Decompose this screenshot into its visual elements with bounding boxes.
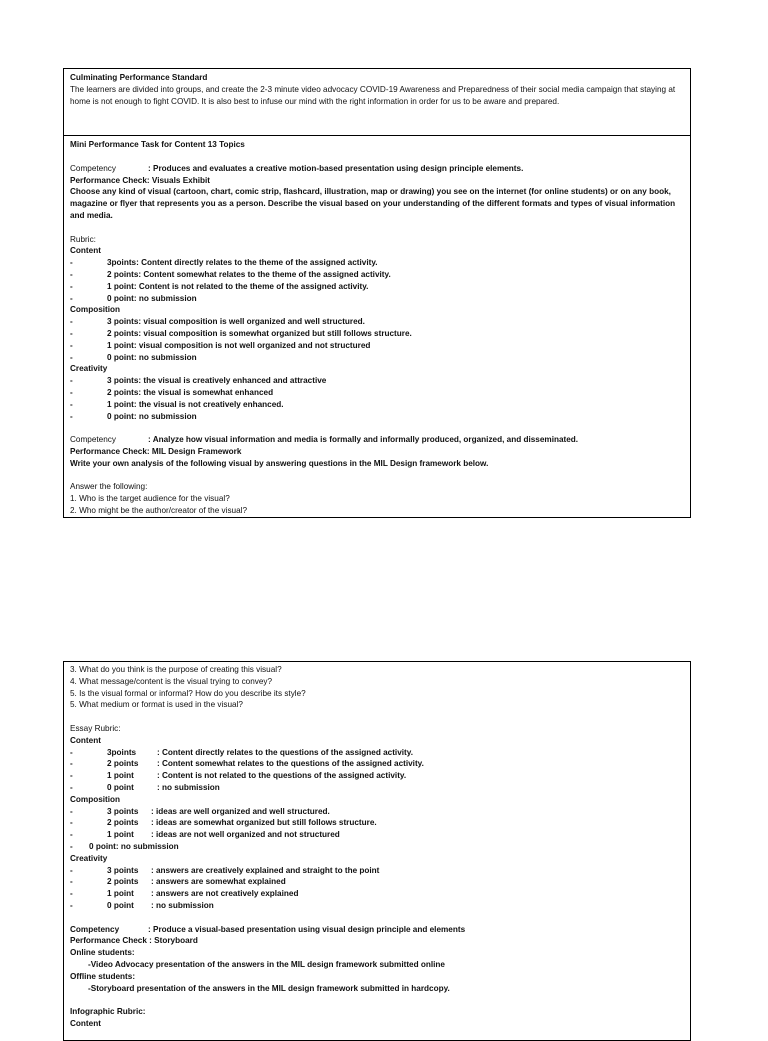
essay-rubric-box [63, 661, 691, 1041]
culminating-body: The learners are divided into groups, and create the 2-3 minute video advocacy COVID-19 Awareness and Preparedness of their social media campaign that staying at home is not enough to fight COVID. It is also best to infuse our mind with the right information in order for us to be aware and prepared. [70, 84, 676, 106]
infographic-content-heading: Content [70, 1018, 101, 1028]
question-1: 1. Who is the target audience for the visual? [70, 494, 230, 504]
list-item: - 3 points : answers are creatively explained and straight to the point [70, 865, 380, 875]
rubric-label: Rubric: [70, 234, 96, 244]
essay-heading-creativity: Creativity [70, 853, 108, 863]
list-item: - 2 points : answers are somewhat explained [70, 877, 286, 887]
list-item: - 1 point: the visual is not creatively enhanced. [70, 399, 284, 409]
list-item: - 2 points: the visual is somewhat enhanced [70, 387, 274, 397]
rubric-heading-composition: Composition [70, 305, 121, 315]
question-5a: 5. Is the visual formal or informal? How do you describe its style? [70, 688, 306, 698]
essay-rubric-label: Essay Rubric: [70, 723, 121, 733]
list-item: - 0 point: no submission [70, 841, 179, 851]
competency-3 [70, 924, 684, 936]
culminating-title: Culminating Performance Standard [70, 73, 208, 82]
online-students-label: Online students: [70, 948, 135, 958]
list-item: - 2 points: Content somewhat relates to the theme of the assigned activity. [70, 269, 391, 279]
competency-1 [70, 163, 684, 175]
competency-label: Competency [70, 924, 120, 934]
list-item: - 2 points : Content somewhat relates to the questions of the assigned activity. [70, 759, 424, 769]
offline-students-label: Offline students: [70, 971, 136, 981]
culminating-standard-box [63, 68, 691, 136]
competency-2 [70, 434, 684, 446]
rubric-heading-content: Content [70, 246, 101, 256]
list-item: - 3 points : ideas are well organized and well structured. [70, 806, 330, 816]
list-item: - 0 point : no submission [70, 782, 220, 792]
question-2: 2. Who might be the author/creator of the visual? [70, 505, 248, 515]
competency-text: : Produce a visual-based presentation using visual design principle and elements [148, 924, 466, 934]
list-item: - 3 points: visual composition is well organized and well structured. [70, 317, 365, 327]
list-item: - 0 point: no submission [70, 411, 197, 421]
list-item: - 3points: Content directly relates to the theme of the assigned activity. [70, 258, 378, 268]
mini-task-title: Mini Performance Task for Content 13 Topics [70, 140, 245, 149]
list-item: - 1 point: visual composition is not well organized and not structured [70, 340, 371, 350]
competency-text: : Produces and evaluates a creative motion-based presentation using design principle elements. [148, 163, 524, 173]
performance-check-1: Performance Check: Visuals Exhibit [70, 175, 210, 185]
essay-heading-content: Content [70, 735, 101, 745]
infographic-rubric-label: Infographic Rubric: [70, 1007, 146, 1017]
online-students-text: -Video Advocacy presentation of the answers in the MIL design framework submitted online [88, 959, 445, 969]
visual-description: Choose any kind of visual (cartoon, chart, comic strip, flashcard, illustration, map or drawing) you see on the internet (for online students) or on any book, magazine or flyer that represents you as a person. Describe the visual based on your understanding of the different formats and types of visual information and media. [70, 187, 676, 220]
competency-label: Competency [70, 163, 116, 173]
list-item: - 1 point : answers are not creatively explained [70, 889, 299, 899]
list-item: - 1 point : ideas are not well organized and not structured [70, 830, 340, 840]
analysis-instruction: Write your own analysis of the following visual by answering questions in the MIL Design framework below. [70, 458, 489, 468]
question-5b: 5. What medium or format is used in the visual? [70, 700, 243, 710]
performance-check-2: Performance Check: MIL Design Framework [70, 446, 242, 456]
competency-text: : Analyze how visual information and media is formally and informally produced, organized, and disseminated. [148, 435, 579, 445]
list-item: - 0 point: no submission [70, 352, 197, 362]
offline-students-text: -Storyboard presentation of the answers in the MIL design framework submitted in hardcopy. [88, 983, 450, 993]
list-item: - 1 point: Content is not related to the theme of the assigned activity. [70, 281, 369, 291]
essay-heading-composition: Composition [70, 794, 121, 804]
question-3: 3. What do you think is the purpose of creating this visual? [70, 665, 282, 674]
answer-label: Answer the following: [70, 482, 148, 492]
mini-task-box [63, 136, 691, 518]
performance-check-3: Performance Check : Storyboard [70, 936, 198, 946]
list-item: - 3points : Content directly relates to the questions of the assigned activity. [70, 747, 413, 757]
list-item: - 2 points : ideas are somewhat organized but still follows structure. [70, 818, 377, 828]
question-4: 4. What message/content is the visual trying to convey? [70, 676, 273, 686]
list-item: - 0 point: no submission [70, 293, 197, 303]
rubric-heading-creativity: Creativity [70, 364, 108, 374]
list-item: - 3 points: the visual is creatively enhanced and attractive [70, 376, 327, 386]
competency-label: Competency [70, 435, 116, 445]
list-item: - 0 point : no submission [70, 900, 214, 910]
list-item: - 1 point : Content is not related to the questions of the assigned activity. [70, 771, 407, 781]
list-item: - 2 points: visual composition is somewhat organized but still follows structure. [70, 328, 412, 338]
